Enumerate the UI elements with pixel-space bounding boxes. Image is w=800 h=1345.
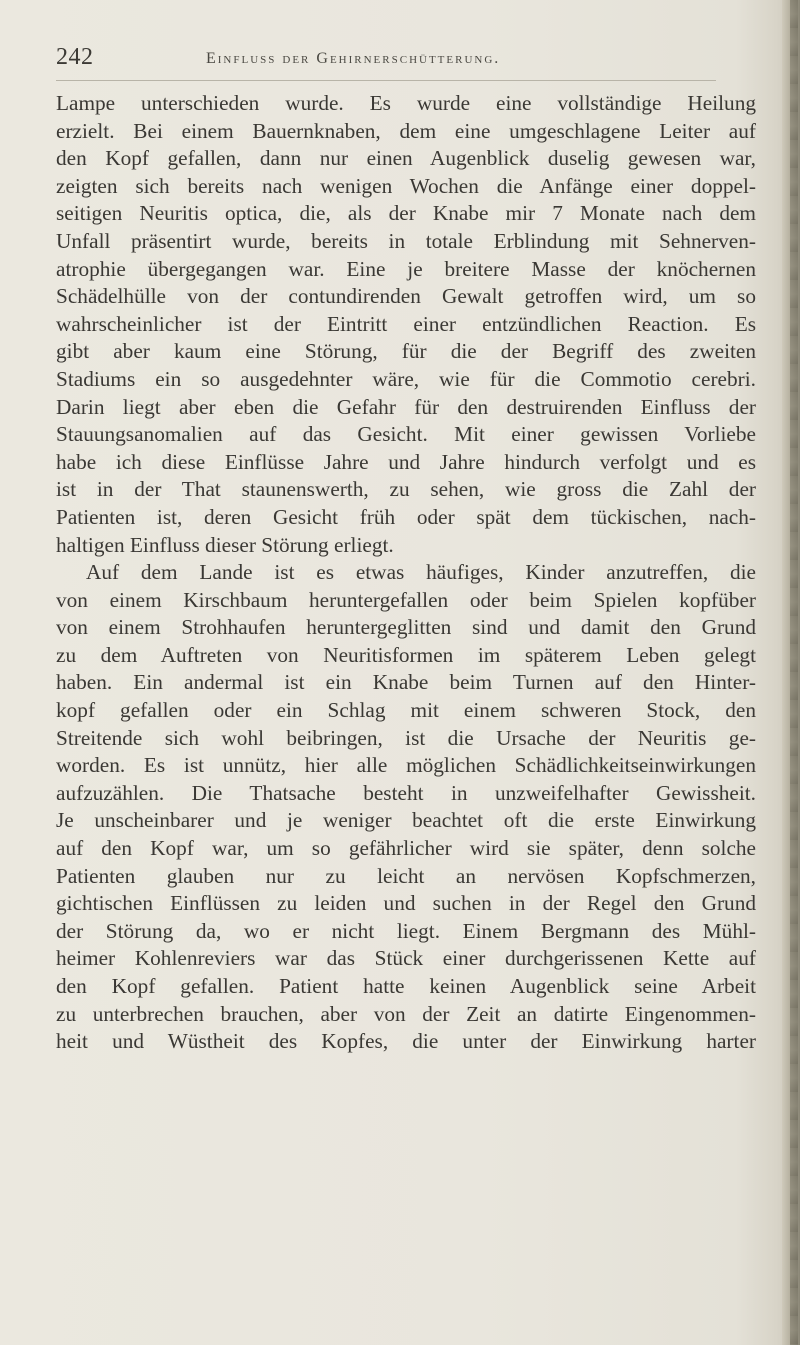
text-line: den Kopf gefallen. Patient hatte keinen Augenblick seine Arbeit bbox=[56, 974, 756, 998]
text-line: von einem Kirschbaum heruntergefallen oder beim Spielen kopfüber bbox=[56, 587, 756, 612]
text-line: heit und Wüstheit des Kopfes, die unter der Einwirkung harter bbox=[56, 1029, 756, 1054]
page-number: 242 bbox=[56, 44, 94, 70]
text-line: der Störung da, wo er nicht liegt. Einem Bergmann des Mühl- bbox=[56, 918, 756, 943]
text-line: gichtischen Einflüssen zu leiden und suchen in der Regel den Grund bbox=[56, 891, 756, 916]
spine-shadow bbox=[790, 0, 798, 1345]
text-line: auf den Kopf war, um so gefährlicher wird sie später, denn solche bbox=[56, 836, 756, 861]
text-line: Stadiums ein so ausgedehnter wäre, wie für die Commotio cerebri. bbox=[56, 366, 756, 391]
text-line: Schädelhülle von der contundirenden Gewalt getroffen wird, um so bbox=[56, 284, 756, 309]
text-line: atrophie übergegangen war. Eine je breitere Masse der knöchernen bbox=[56, 256, 756, 281]
text-line: aufzuzählen. Die Thatsache besteht in unzweifelhafter Gewissheit. bbox=[56, 780, 756, 805]
text-line: kopf gefallen oder ein Schlag mit einem schweren Stock, den bbox=[56, 698, 756, 723]
text-line: ist in der That staunenswerth, zu sehen, wie gross die Zahl der bbox=[56, 477, 756, 502]
running-title: Einfluss der Gehirnerschütterung. bbox=[206, 50, 501, 67]
text-line: gibt aber kaum eine Störung, für die der Begriff des zweiten bbox=[56, 339, 756, 364]
text-line: Patienten glauben nur zu leicht an nervösen Kopfschmerzen, bbox=[56, 863, 756, 888]
text-line: den Kopf gefallen, dann nur einen Augenblick duselig gewesen war, bbox=[56, 146, 756, 171]
text-line: haltigen Einfluss dieser Störung erliegt. bbox=[56, 532, 394, 557]
text-line: Patienten ist, deren Gesicht früh oder spät dem tückischen, nach- bbox=[56, 504, 756, 529]
book-spine-edge bbox=[782, 0, 800, 1345]
text-line: Streitende sich wohl beibringen, ist die Ursache der Neuritis ge- bbox=[56, 725, 756, 750]
text-line: zu dem Auftreten von Neuritisformen im späterem Leben gelegt bbox=[56, 642, 756, 667]
page-header bbox=[56, 44, 756, 80]
text-line: wahrscheinlicher ist der Eintritt einer entzündlichen Reaction. Es bbox=[56, 311, 756, 336]
text-line: heimer Kohlenreviers war das Stück einer durchgerissenen Kette auf bbox=[56, 946, 756, 971]
text-line: worden. Es ist unnütz, hier alle möglichen Schädlichkeitseinwirkungen bbox=[56, 753, 756, 778]
text-line: Lampe unterschieden wurde. Es wurde eine vollständige Heilung bbox=[56, 91, 756, 115]
text-line: erzielt. Bei einem Bauernknaben, dem eine umgeschlagene Leiter auf bbox=[56, 118, 756, 143]
text-line: zeigten sich bereits nach wenigen Wochen die Anfänge einer doppel- bbox=[56, 173, 756, 198]
text-line: Je unscheinbarer und je weniger beachtet oft die erste Einwirkung bbox=[56, 808, 756, 833]
text-line: zu unterbrechen brauchen, aber von der Zeit an datirte Eingenommen- bbox=[56, 1001, 756, 1026]
text-line: Stauungsanomalien auf das Gesicht. Mit einer gewissen Vorliebe bbox=[56, 422, 756, 447]
text-line: von einem Strohhaufen heruntergeglitten sind und damit den Grund bbox=[56, 615, 756, 640]
text-line: habe ich diese Einflüsse Jahre und Jahre hindurch verfolgt und es bbox=[56, 449, 756, 474]
text-line: seitigen Neuritis optica, die, als der Knabe mir 7 Monate nach dem bbox=[56, 201, 756, 226]
text-line: Darin liegt aber eben die Gefahr für den destruirenden Einfluss der bbox=[56, 394, 756, 419]
text-line: Unfall präsentirt wurde, bereits in totale Erblindung mit Sehnerven- bbox=[56, 228, 756, 253]
body-text bbox=[56, 90, 756, 1056]
header-rule bbox=[56, 80, 716, 81]
text-line: Auf dem Lande ist es etwas häufiges, Kinder anzutreffen, die bbox=[86, 560, 756, 585]
text-line: haben. Ein andermal ist ein Knabe beim Turnen auf den Hinter- bbox=[56, 670, 756, 695]
